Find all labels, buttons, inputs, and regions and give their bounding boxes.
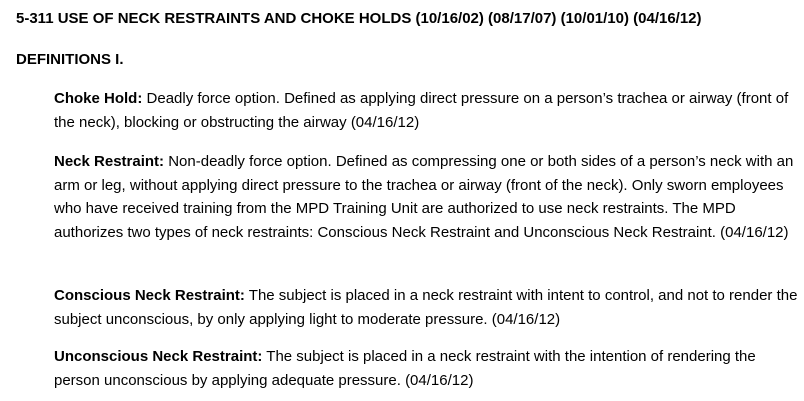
definition-choke-hold	[54, 87, 799, 134]
definition-text: Deadly force option. Defined as applying direct pressure on a person’s trachea or airway (front of the neck), blocking or obstructing the airway (04/16/12)	[54, 90, 789, 131]
document-title: 5-311 USE OF NECK RESTRAINTS AND CHOKE HOLDS (10/16/02) (08/17/07) (10/01/10) (04/16/12)	[16, 10, 702, 27]
definition-term: Choke Hold:	[54, 90, 143, 107]
definition-unconscious-neck-restraint	[54, 345, 799, 392]
definition-term: Unconscious Neck Restraint:	[54, 348, 263, 365]
section-heading: DEFINITIONS I.	[16, 51, 124, 68]
definition-conscious-neck-restraint	[54, 284, 799, 331]
definition-term: Conscious Neck Restraint:	[54, 287, 245, 304]
definition-term: Neck Restraint:	[54, 153, 165, 170]
definition-text: The subject is placed in a neck restraint with the intention of rendering the person unconscious by applying adequate pressure. (04/16/12)	[54, 348, 756, 389]
definition-text: Non-deadly force option. Defined as compressing one or both sides of a person’s neck with an arm or leg, without applying direct pressure to the trachea or airway (front of the neck). Only sworn employees who have received training from the MPD Training Unit are authorized to use neck restraints. The MPD authorizes two types of neck restraints: Conscious Neck Restraint and Unconscious Neck Restraint. (04/16/12)	[54, 153, 794, 241]
definition-neck-restraint	[54, 150, 799, 244]
definition-text: The subject is placed in a neck restraint with intent to control, and not to render the subject unconscious, by only applying light to moderate pressure. (04/16/12)	[54, 287, 798, 328]
